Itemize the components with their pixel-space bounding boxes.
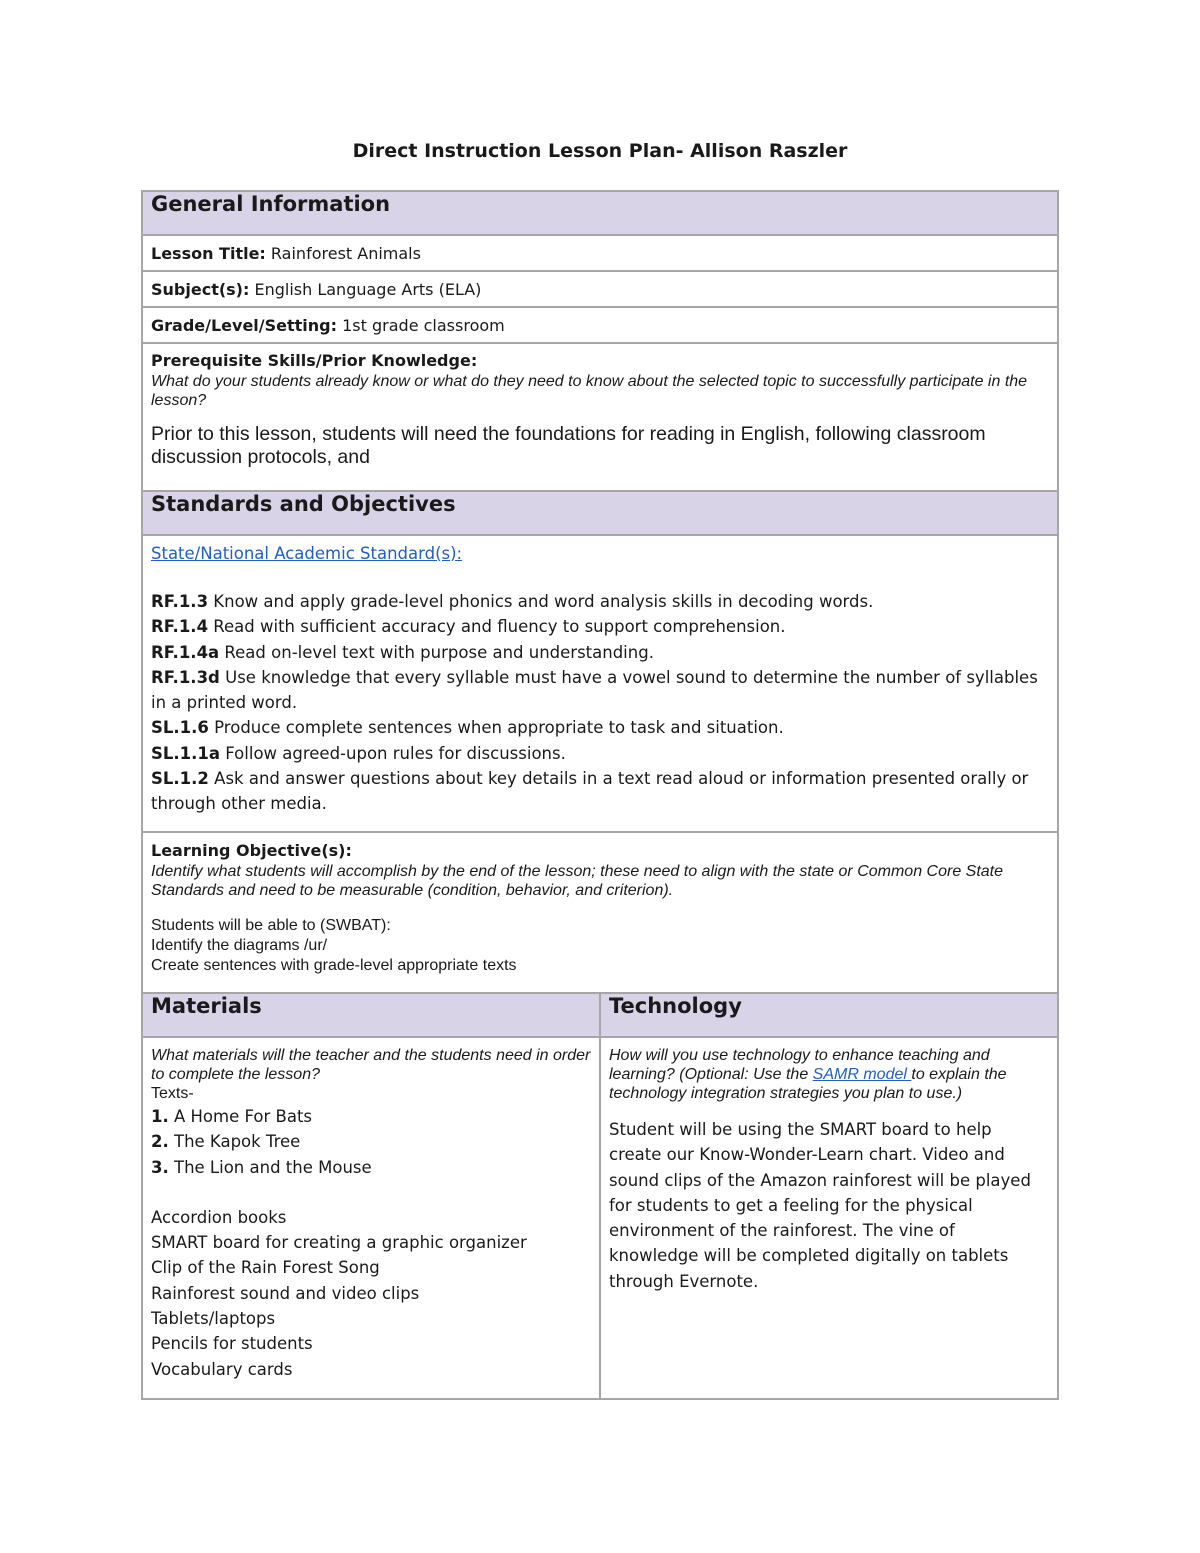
materials-heading: Materials [151, 994, 262, 1018]
document-title: Direct Instruction Lesson Plan- Allison Raszler [352, 140, 848, 162]
standard-item [151, 715, 1049, 740]
samr-model-link[interactable]: SAMR model [812, 1066, 912, 1083]
learning-objectives-row [142, 832, 1058, 993]
lesson-title-value: Rainforest Animals [265, 243, 421, 263]
materials-list [151, 1205, 591, 1382]
standards-heading: Standards and Objectives [151, 492, 456, 516]
subject-label: Subject(s): [151, 279, 250, 299]
standard-text: Read with sufficient accuracy and fluency to support comprehension. [208, 617, 786, 637]
grade-value: 1st grade classroom [337, 315, 505, 335]
prerequisite-answer: Prior to this lesson, students will need the foundations for reading in English, following classroom discussion protocols, and [151, 423, 986, 468]
material-item: Pencils for students [151, 1334, 313, 1354]
subject-row [142, 271, 1058, 307]
prerequisite-row [142, 343, 1058, 491]
materials-technology-header-row [142, 993, 1058, 1037]
standard-item [151, 589, 1049, 614]
lesson-title-label: Lesson Title: [151, 243, 266, 263]
standard-item [151, 741, 1049, 766]
standard-item [151, 640, 1049, 665]
standard-text: Read on-level text with purpose and understanding. [219, 642, 654, 662]
material-item: SMART board for creating a graphic organizer [151, 1233, 527, 1253]
learning-objectives-prompt: Identify what students will accomplish by the end of the lesson; these need to align with the state or Common Core State Standards and need to be measurable (condition, behavior, and criterion). [151, 863, 1004, 899]
technology-prompt: How will you use technology to enhance teaching and learning? (Optional: Use the SAMR model to explain the technology integration strategies you plan to use.) [609, 1047, 1007, 1102]
grade-label: Grade/Level/Setting: [151, 315, 338, 335]
standard-text: Know and apply grade-level phonics and word analysis skills in decoding words. [208, 592, 874, 611]
standard-text: Ask and answer questions about key details in a text read aloud or information presented orally or through other media. [151, 769, 1029, 814]
grade-row [142, 307, 1058, 343]
learning-objectives-label: Learning Objective(s): [151, 841, 352, 860]
materials-technology-row [142, 1037, 1058, 1399]
standards-row [142, 535, 1058, 832]
standard-code: RF.1.4a [151, 642, 220, 662]
material-item: Clip of the Rain Forest Song [151, 1258, 380, 1278]
standard-item [151, 766, 1049, 817]
standard-code: SL.1.6 [151, 718, 209, 738]
learning-objectives-list [151, 916, 1049, 976]
standard-item [151, 665, 1049, 716]
text-item: 3. The Lion and the Mouse [151, 1157, 372, 1177]
lesson-title-row [142, 235, 1058, 271]
standard-text: Produce complete sentences when appropriate to task and situation. [208, 718, 784, 738]
objective-line: Create sentences with grade-level appropriate texts [151, 957, 517, 974]
material-item: Tablets/laptops [151, 1309, 276, 1329]
texts-label: Texts- [151, 1085, 194, 1102]
material-item: Vocabulary cards [151, 1359, 293, 1379]
objective-line: Identify the diagrams /ur/ [151, 937, 328, 954]
technology-cell [600, 1037, 1058, 1399]
technology-heading: Technology [609, 994, 742, 1018]
standard-code: RF.1.3d [151, 667, 220, 687]
standard-code: RF.1.3 [151, 592, 209, 611]
general-information-heading: General Information [151, 192, 391, 216]
general-information-header-row [142, 191, 1058, 235]
standard-code: RF.1.4 [151, 617, 209, 637]
standards-list [151, 589, 1049, 817]
materials-prompt: What materials will the teacher and the students need in order to complete the lesson? [151, 1047, 591, 1083]
standards-link[interactable]: State/National Academic Standard(s): [151, 544, 463, 563]
text-item: 2. The Kapok Tree [151, 1132, 301, 1152]
objective-line: Students will be able to (SWBAT): [151, 917, 391, 934]
standard-item [151, 614, 1049, 639]
standard-text: Follow agreed-upon rules for discussions. [220, 743, 566, 763]
standards-header-row [142, 491, 1058, 535]
technology-body: Student will be using the SMART board to help create our Know-Wonder-Learn chart. Video and sound clips of the Amazon rainforest will be played for students to get a feeling for the physical environment of the rainforest. The vine of knowledge will be completed digitally on tablets through Evernote. [609, 1120, 1031, 1291]
subject-value: English Language Arts (ELA) [249, 279, 482, 299]
material-item: Accordion books [151, 1207, 287, 1227]
standard-text: Use knowledge that every syllable must have a vowel sound to determine the number of syllables in a printed word. [151, 667, 1038, 713]
standard-code: SL.1.1a [151, 743, 221, 763]
texts-list [151, 1104, 591, 1180]
prerequisite-prompt: What do your students already know or what do they need to know about the selected topic to successfully participate in the lesson? [151, 373, 1028, 409]
material-item: Rainforest sound and video clips [151, 1283, 420, 1303]
text-item: 1. A Home For Bats [151, 1107, 313, 1126]
prerequisite-label: Prerequisite Skills/Prior Knowledge: [151, 351, 478, 370]
standard-code: SL.1.2 [151, 769, 209, 789]
lesson-plan-table [141, 190, 1059, 1400]
materials-cell [142, 1037, 600, 1399]
